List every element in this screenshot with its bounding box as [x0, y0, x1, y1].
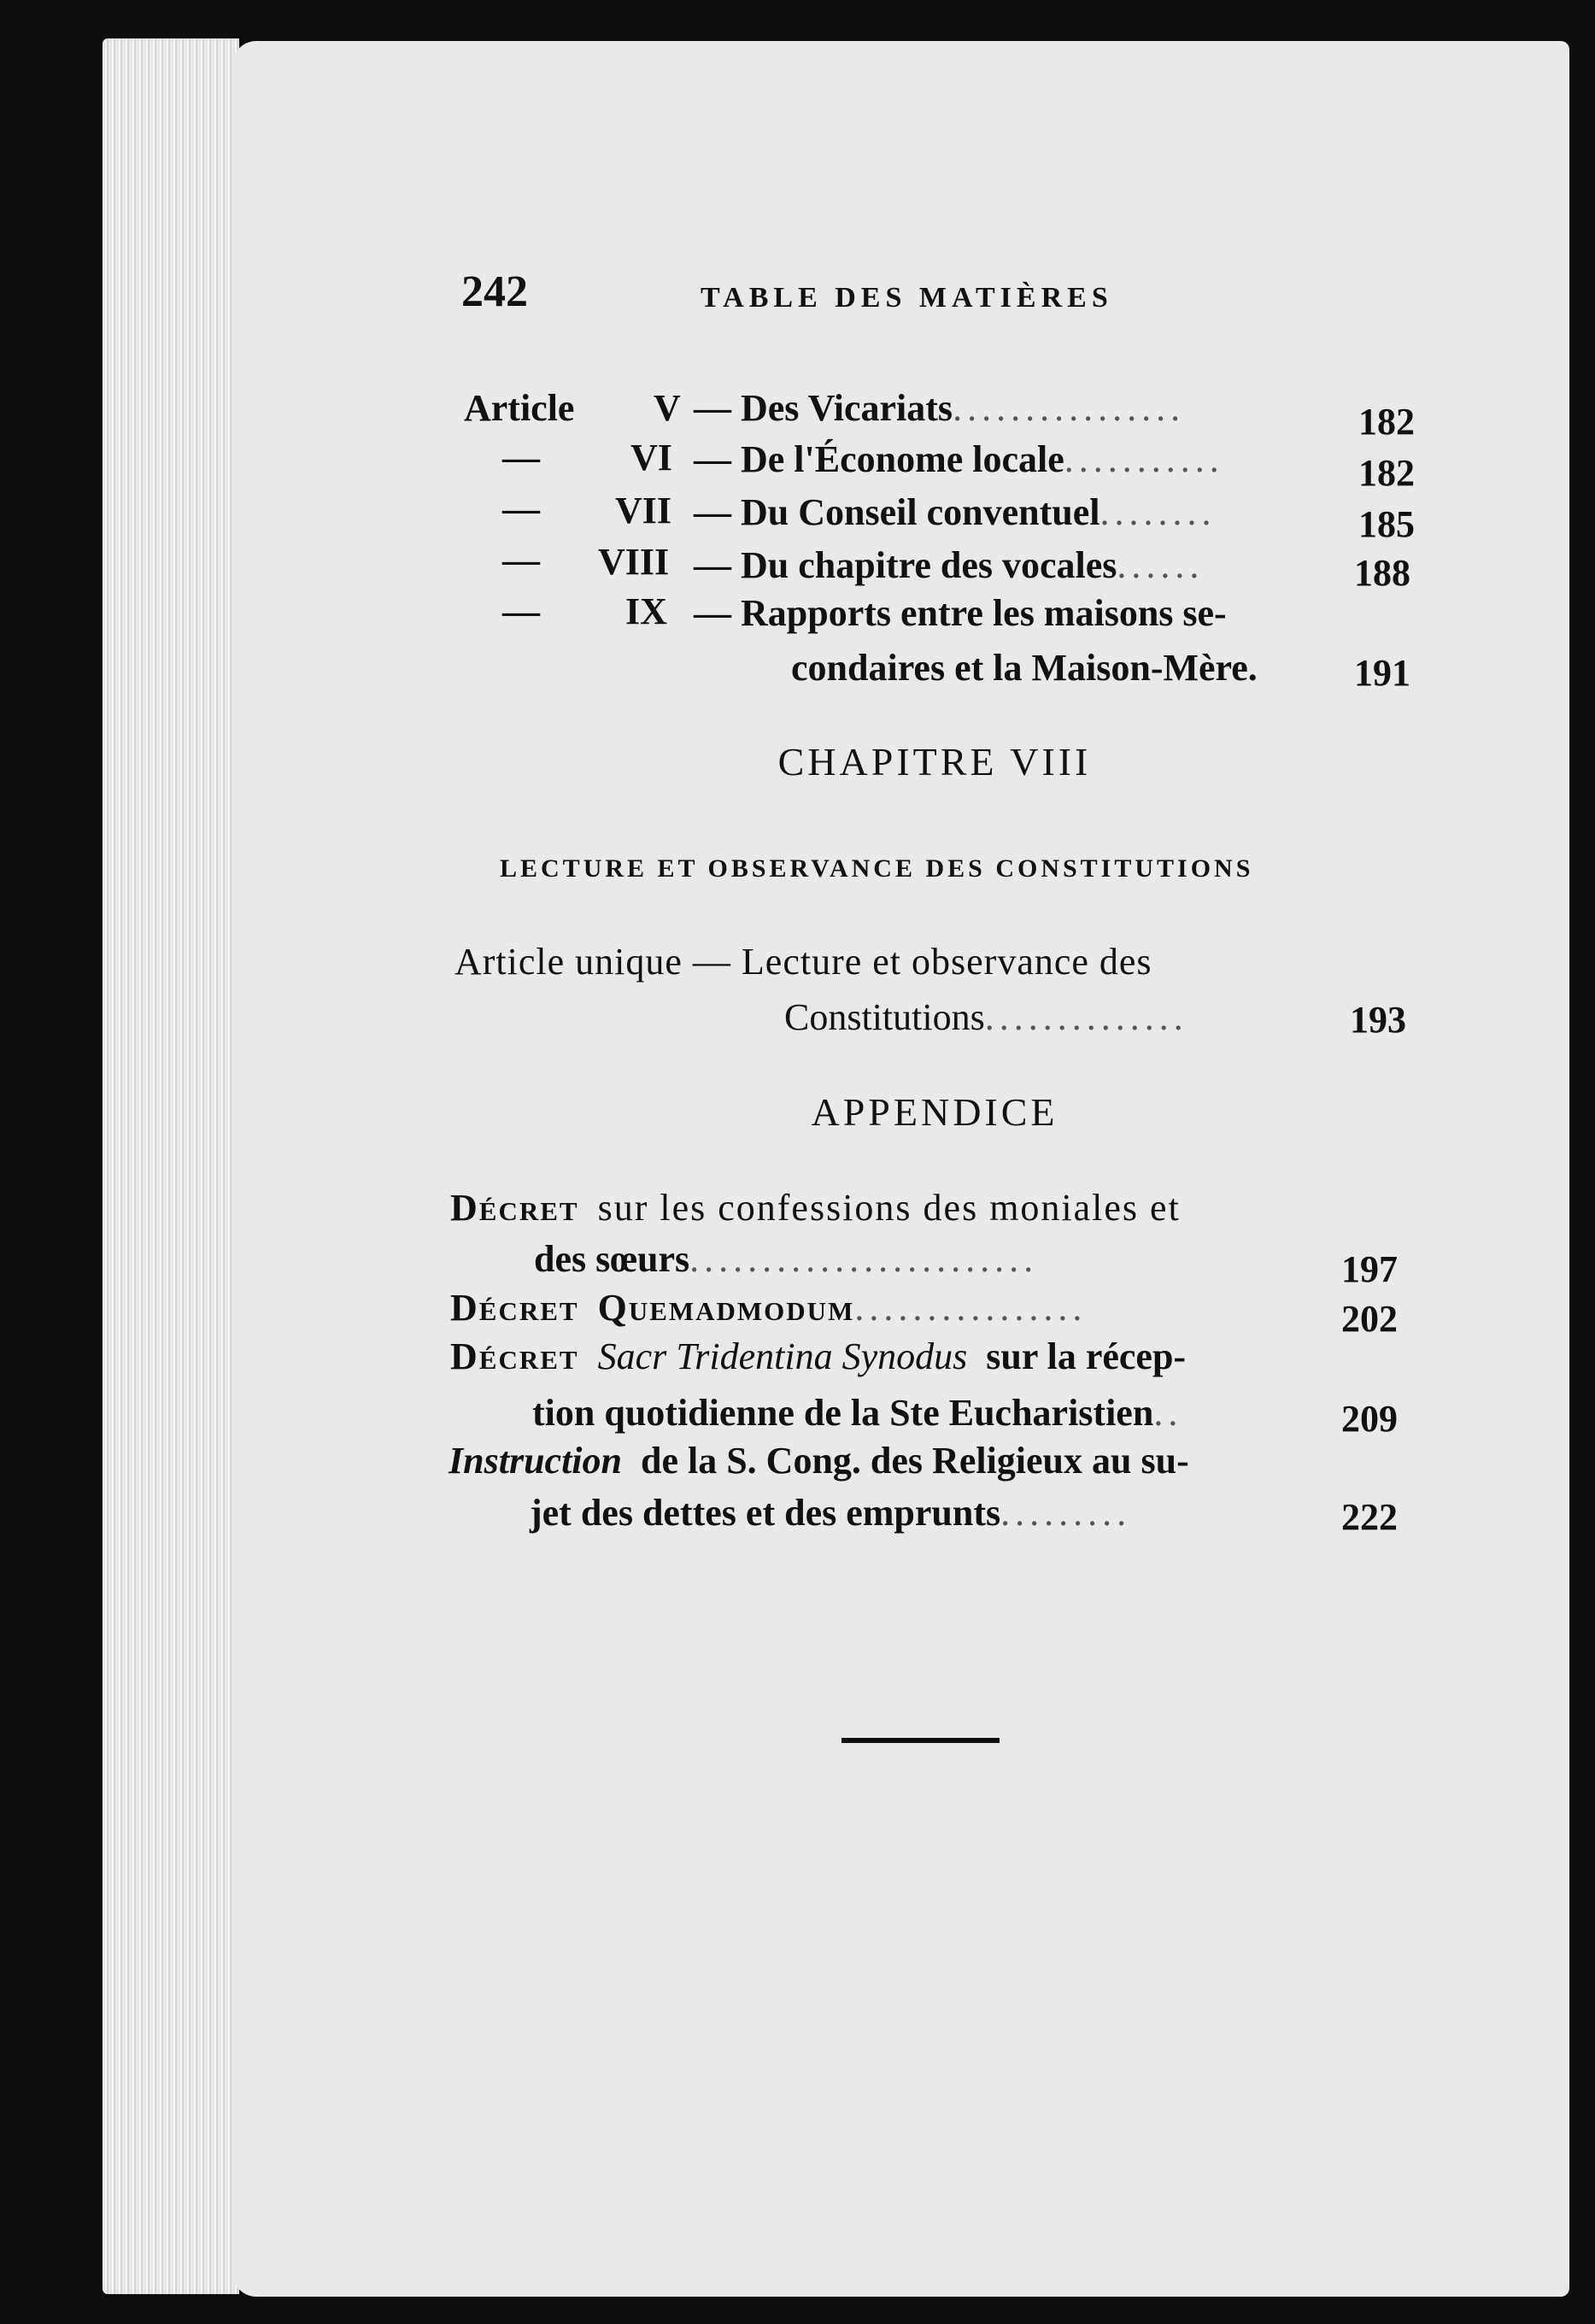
- appendix-entry-line-2: jet des dettes et des emprunts.........: [530, 1492, 1132, 1534]
- article-page: 182: [1358, 401, 1415, 443]
- appendix-entry-line: Décret Sacr Tridentina Synodus sur la récep-: [450, 1335, 1187, 1377]
- article-page: 182: [1358, 452, 1415, 494]
- article-prefix: —: [502, 437, 540, 478]
- article-prefix: —: [502, 590, 540, 632]
- article-title: — De l'Économe locale...........: [694, 438, 1224, 480]
- appendix-entry-page: 209: [1341, 1398, 1398, 1440]
- article-title: — Des Vicariats................: [694, 387, 1186, 429]
- appendix-entry-page: 222: [1341, 1496, 1398, 1538]
- chapter-subtitle: LECTURE ET OBSERVANCE DES CONSTITUTIONS: [500, 854, 1254, 883]
- book-page: [232, 41, 1569, 2297]
- page-number: 242: [461, 267, 528, 316]
- article-prefix: Article: [464, 387, 575, 429]
- article-prefix: —: [502, 488, 540, 530]
- article-page: 191: [1354, 652, 1410, 694]
- article-unique-line: Article unique — Lecture et observance des: [454, 941, 1152, 983]
- article-prefix: —: [502, 539, 540, 581]
- article-title: — Du Conseil conventuel........: [694, 491, 1217, 533]
- appendix-entry-line: Instruction de la S. Cong. des Religieux au su-: [449, 1440, 1189, 1482]
- article-roman: V: [654, 387, 681, 429]
- article-roman: IX: [625, 590, 667, 632]
- appendix-entry-page: 197: [1341, 1248, 1398, 1290]
- article-page: 188: [1354, 552, 1410, 594]
- article-page: 185: [1358, 503, 1415, 545]
- article-title: — Rapports entre les maisons se-: [694, 592, 1227, 634]
- appendix-entry-page: 202: [1341, 1298, 1398, 1340]
- article-unique-page: 193: [1350, 999, 1406, 1041]
- article-unique-line-2: Constitutions..............: [784, 996, 1188, 1038]
- appendix-entry-line-2: des sœurs........................: [534, 1238, 1039, 1280]
- appendix-entry-line: Décret sur les confessions des moniales et: [450, 1187, 1181, 1229]
- book-page-edges: [103, 38, 239, 2294]
- appendix-entry-line: Décret Quemadmodum................: [450, 1287, 1088, 1329]
- article-roman: VII: [615, 490, 672, 531]
- article-title: — Du chapitre des vocales......: [694, 544, 1205, 586]
- article-roman: VIII: [598, 541, 670, 583]
- end-rule: [841, 1738, 1000, 1743]
- running-title: TABLE DES MATIÈRES: [701, 282, 1113, 314]
- article-title-continued: condaires et la Maison-Mère.: [791, 647, 1258, 689]
- appendix-title: APPENDICE: [811, 1090, 1058, 1134]
- appendix-entry-line-2: tion quotidienne de la Ste Eucharistien..: [532, 1392, 1183, 1434]
- chapter-title: CHAPITRE VIII: [777, 740, 1092, 783]
- article-roman: VI: [630, 437, 672, 478]
